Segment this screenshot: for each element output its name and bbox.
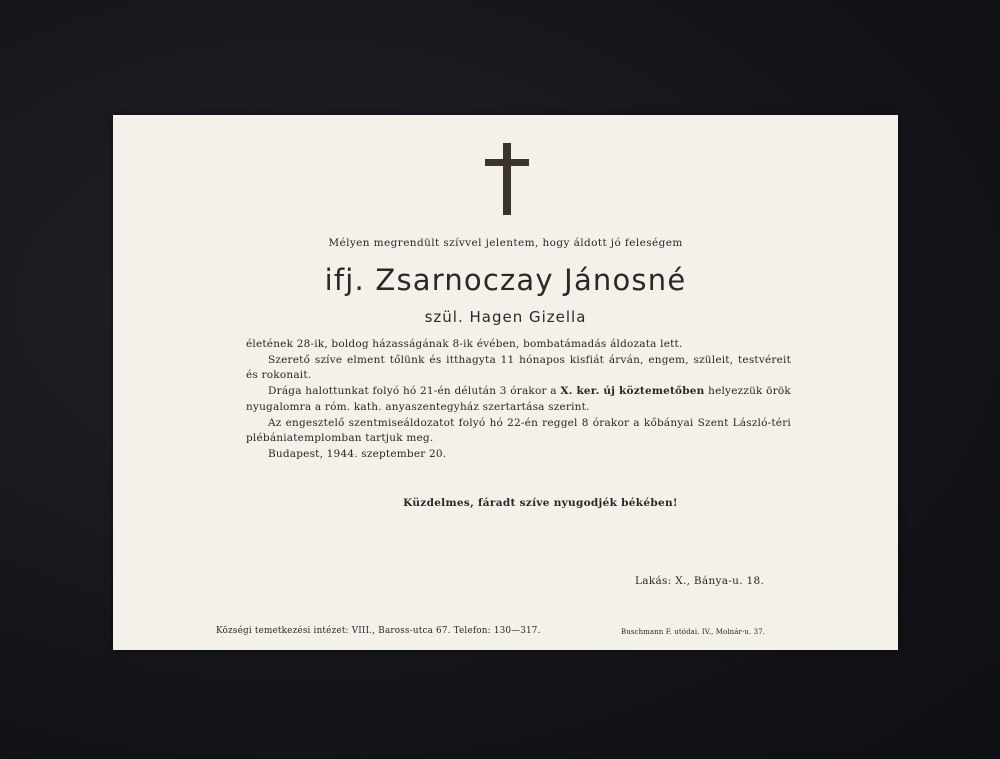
burial-text-a: Drága halottunkat folyó hó 21-én délután 3 órakor a <box>268 385 557 398</box>
death-notice-card <box>113 115 898 650</box>
address: Lakás: X., Bánya-u. 18. <box>635 575 765 587</box>
deceased-name: ifj. Zsarnoczay Jánosné <box>324 263 687 297</box>
cross-icon <box>485 143 529 215</box>
intro-line: Mélyen megrendült szívvel jelentem, hogy áldott jó feleségem <box>328 237 683 249</box>
burial-text-b: helyezzük örök nyugalomra a róm. kath. anyaszentegyház szertartása szerint. <box>246 385 791 413</box>
notice-body <box>246 337 791 463</box>
funeral-home: Községi temetkezési intézet: VIII., Baross-utca 67. Telefon: 130—317. <box>216 626 541 636</box>
paragraph-survivors: Szerető szíve elment tőlünk és itthagyta 11 hónapos kisfiát árván, engem, szüleit, testvéreit és rokonait. <box>246 353 791 382</box>
dateline: Budapest, 1944. szeptember 20. <box>268 447 447 460</box>
cemetery-name: X. ker. új köztemetőben <box>560 385 705 398</box>
paragraph-burial <box>246 384 791 415</box>
printer-imprint: Buschmann F. utódai. IV., Molnár-u. 37. <box>621 628 766 636</box>
blessing: Küzdelmes, fáradt szíve nyugodjék békében! <box>403 497 678 509</box>
paragraph-mass: Az engesztelő szentmiseáldozatot folyó hó 22-én reggel 8 órakor a kőbányai Szent László-téri plébániatemplomban tartjuk meg. <box>246 416 791 445</box>
paragraph-age: életének 28-ik, boldog házasságának 8-ik évében, bombatámadás áldozata lett. <box>246 338 683 350</box>
maiden-name: szül. Hagen Gizella <box>424 308 587 326</box>
